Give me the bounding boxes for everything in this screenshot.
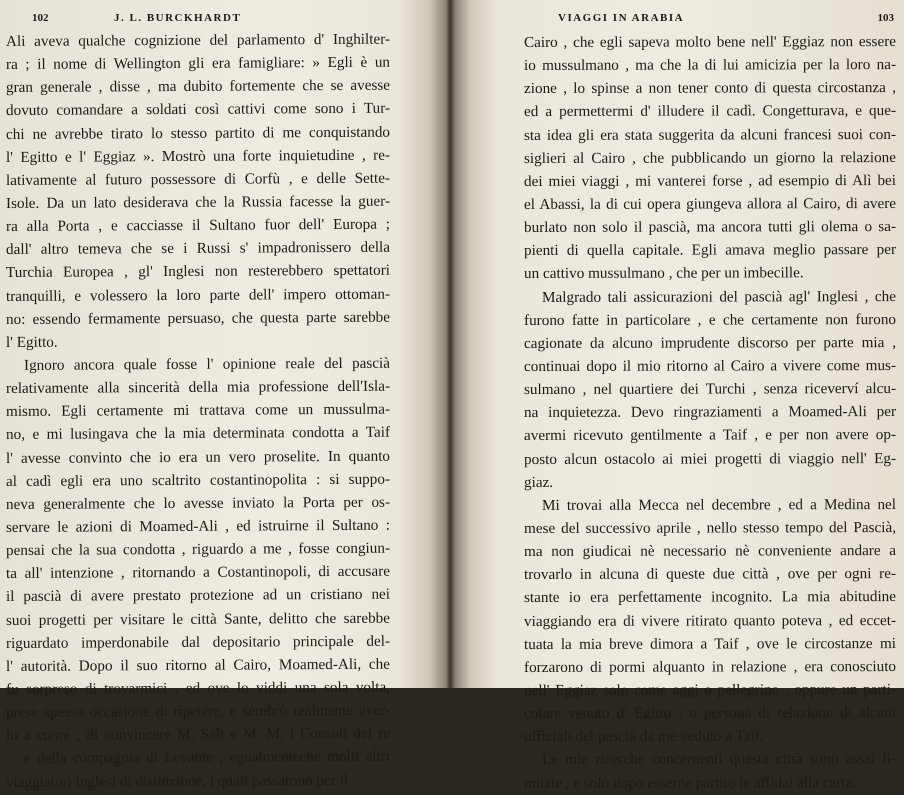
text-line: il pascià di avere prestato protezione ad un cristiano nei: [5, 586, 391, 606]
page-number: 103: [877, 12, 894, 24]
text-line: dall' altro temeva che se i Russi s' impadronissero della: [5, 238, 391, 259]
text-line: colare venuto d' Egitto , o persona di relazione di alcuni: [523, 704, 897, 723]
text-line: l' avesse convinto che io era un vero proselite. In quanto: [5, 447, 391, 467]
text-line: servare le azioni di Moamed-Ali , ed istruirne il Sultano :: [5, 516, 391, 536]
text-line: ma non giudicai nè necessario nè conveniente andare a: [523, 542, 897, 561]
running-head: J. L. BURCKHARDT: [114, 12, 242, 24]
text-line: Malgrado tali assicurazioni del pascià agl' Inglesi , che: [541, 287, 897, 306]
text-line: posto alcun ostacolo ai miei progetti di viaggio nell' Eg-: [523, 449, 897, 468]
text-line: ta all' intenzione , ritornando a Costantinopoli, di accusare: [5, 562, 391, 583]
text-line: zione , lo spinse a non tener conto di questa circostanza ,: [523, 79, 897, 98]
running-head: VIAGGI IN ARABIA: [558, 12, 685, 24]
text-line: Cairo , che egli sapeva molto bene nell' Eggiaz non essere: [523, 33, 897, 51]
text-line: l' Egitto e l' Eggiaz ». Mostrò una forte inquietudine , re-: [5, 146, 391, 166]
text-line: al cadì egli era uno scaltrito costantinopolita : si suppo-: [5, 470, 391, 490]
text-line: sulmano , nel quartiere dei Turchi , senza riceverví alcu-: [523, 380, 897, 399]
text-line: Isole. Da un lato desiderava che la Russia facesse la guer-: [5, 192, 391, 212]
text-line: burlato non solo il pascià, ma ancora tutti gli olema o sa-: [523, 218, 897, 237]
text-line: gran generale , disse , ma dubito fortemente che se avesse: [5, 76, 391, 97]
text-line: furono fatte in particolare , e che certamente non furono: [523, 310, 897, 329]
text-line: el Abassi, la di cui opera giungeva allora al Cairo, di avere: [523, 195, 897, 213]
text-line: l' autorità. Dopo il suo ritorno al Cairo, Moamed-Ali, che: [5, 655, 391, 675]
text-line: suoi progetti per visitare le città Sante, delitto che sarebbe: [5, 609, 391, 629]
text-line: no, e mi lusingava che la mia determinata condotta a Taif: [5, 424, 391, 444]
text-line: uffiziali del pascià da me veduto a Taif.: [523, 727, 764, 746]
text-line: siglieri al Cairo , che pubblicando un giorno la relazione: [523, 148, 897, 167]
text-line: nell' Eggiaz solo come aggi o pellegrino , oppure un parti-: [523, 680, 897, 699]
right-page-header: [524, 12, 894, 30]
text-line: forzarono di pormi alquanto in relazione , era conosciuto: [523, 657, 897, 676]
text-line: sta idea gli era stata suggerita da alcuni francesi suoi con-: [523, 125, 897, 144]
text-line: tranquilli, e volessero la loro parte dell' impero ottoman-: [5, 285, 391, 305]
text-line: fu sorpreso di trovarmici , ed ove lo viddi una sola volta,: [5, 678, 391, 698]
text-line: Ali aveva qualche cognizione del parlamento d' Inghilter-: [5, 30, 391, 50]
text-line: Turchia Europea , gl' Inglesi non resterebbero spettatori: [5, 262, 391, 282]
right-page: [458, 0, 904, 792]
text-line: Ignoro ancora quale fosse l' opinione reale del pascià: [23, 354, 391, 374]
text-line: riguardato imperdonabile dal depositario principale del-: [5, 632, 391, 652]
text-line: tuata la mia breve dimora a Taif , ove le circostanze mi: [523, 634, 897, 653]
text-line: lativamente al futuro possessore di Corfù , e delle Sette-: [5, 169, 391, 189]
text-line: neva generalmente che lo avesse inviato la Porta per os-: [5, 493, 391, 513]
text-line: mismo. Egli certamente mi trattava come un mussulma-: [5, 400, 391, 421]
text-line: viaggiatori inglesi di distinzione, i quali passarono per il: [5, 771, 349, 791]
text-line: dei miei viaggi , mi vanterei forse , ad esempio di Alì bei: [523, 171, 897, 190]
text-line: trovarlo in alcuna di queste due città , ove per ogni re-: [523, 565, 897, 584]
left-page-body: [6, 30, 390, 794]
page-number: 102: [32, 12, 49, 24]
text-line: mitate , e solo dopo esserne partito le affidai alla carta.: [523, 773, 857, 792]
text-line: lo a cuore , di convincere M. Salt e M. M. i Consoli del re: [5, 724, 391, 745]
text-line: na inquietezza. Devo ringraziamenti a Moamed-Ali per: [523, 403, 897, 422]
left-page: [0, 0, 446, 791]
text-line: io mussulmano , ma che la di lui amicizia per la loro na-: [523, 56, 897, 75]
text-line: e della compagnia di Levante , egualmentechè molti altri: [23, 748, 391, 768]
text-line: no: essendo fermamente persuaso, che questa parte sarebbe: [5, 308, 391, 328]
text-line: avermi ricevuto gentilmente a Taif , e per non avere op-: [523, 426, 897, 445]
text-line: giaz.: [523, 473, 554, 491]
text-line: prese spesso occasione di ripetere, e sembrò realmente aver-: [5, 701, 391, 722]
text-line: cagionate da alcuno imprudente discorso per parte mia ,: [523, 333, 897, 352]
text-line: pensai che la sua condotta , riguardo a me , fosse congiun-: [5, 539, 391, 560]
text-line: relativamente alla sincerità della mia professione dell'Isla-: [5, 377, 391, 398]
text-line: chi ne avrebbe tirato lo stesso partito di me conquistando: [5, 123, 391, 143]
text-line: Le mie ricerche concernenti questa città sono assai li-: [541, 750, 897, 769]
right-page-body: [524, 31, 896, 795]
text-line: ra ; il nome di Wellington gli era famigliare: » Egli è un: [5, 53, 391, 74]
text-line: dovuto comandare a soldati così cattivi come sono i Tur-: [5, 100, 391, 120]
text-line: pienti di quella capitale. Egli amava meglio passare per: [523, 241, 897, 260]
text-line: l' Egitto.: [5, 333, 58, 351]
text-line: viaggiando era di vivere ritirato quanto poteva , ed eccet-: [523, 611, 897, 630]
text-line: ra alla Porta , e cacciasse il Sultano fuor dell' Europa ;: [5, 215, 391, 236]
text-line: stante io era perfettamente incognito. La mia abitudine: [523, 588, 897, 607]
text-line: mese del successivo aprile , nello stesso tempo del Pascià,: [523, 518, 897, 537]
text-line: continuai dopo il mio ritorno al Cairo a vivere come mus-: [523, 356, 897, 375]
text-line: Mi trovai alla Mecca nel decembre , ed a Medina nel: [541, 495, 897, 514]
text-line: un cattivo mussulmano , che per un imbecille.: [523, 264, 804, 283]
text-line: ed a permettermi d' illudere il cadì. Congetturava, e que-: [523, 102, 897, 121]
